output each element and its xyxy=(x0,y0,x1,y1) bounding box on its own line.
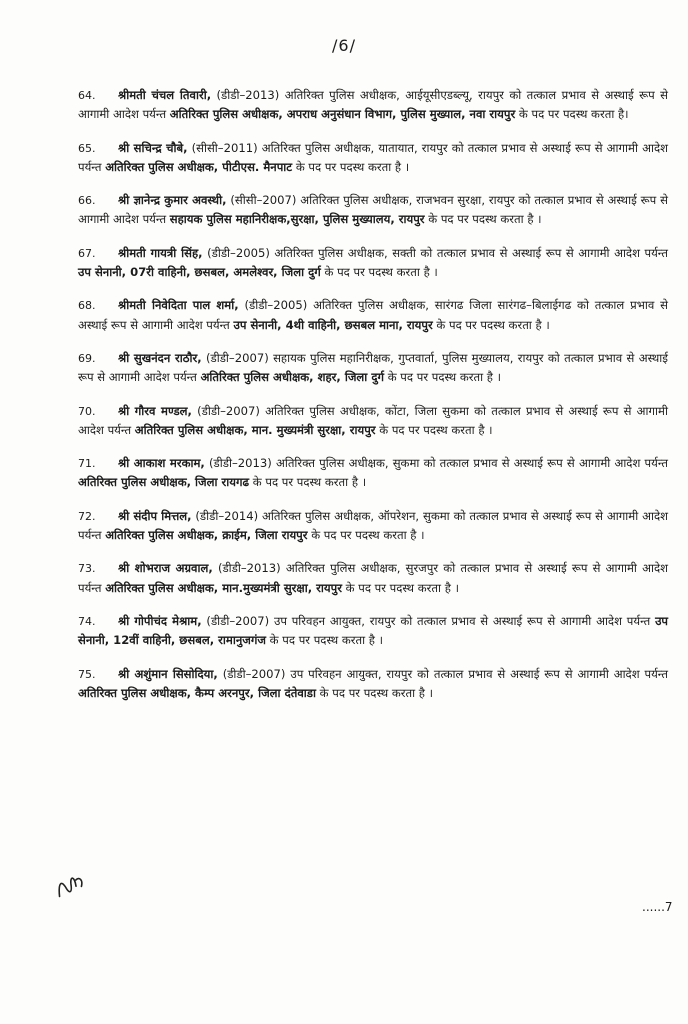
order-entry-74 xyxy=(78,612,668,651)
entry-text-end: के पद पर पदस्थ करता है । xyxy=(266,633,384,648)
new-posting: अतिरिक्त पुलिस अधीक्षक, पीटीएस. मैनपाट xyxy=(105,159,293,174)
entry-number: 71. xyxy=(78,457,96,471)
entry-text-end: के पद पर पदस्थ करता है । xyxy=(384,370,502,385)
entry-text-end: के पद पर पदस्थ करता है । xyxy=(432,317,550,332)
entry-number: 67. xyxy=(78,246,96,260)
entry-number: 66. xyxy=(78,194,96,208)
entry-text-end: के पद पर पदस्थ करता है । xyxy=(375,422,493,437)
new-posting: उप सेनानी, 07री वाहिनी, छसबल, अमलेश्वर, जिला दुर्ग xyxy=(78,265,321,280)
new-posting: अतिरिक्त पुलिस अधीक्षक, मान.मुख्यमंत्री सुरक्षा, रायपुर xyxy=(105,580,342,595)
entry-text: (डीडी–2005) अतिरिक्त पुलिस अधीक्षक, सक्ती को तत्काल प्रभाव से अस्थाई रूप से आगामी आदेश पर्यन्त xyxy=(202,245,668,260)
entry-text: (डीडी–2007) उप परिवहन आयुक्त, रायपुर को तत्काल प्रभाव से अस्थाई रूप से आगामी आदेश पर्यन्त xyxy=(201,613,656,628)
entry-text-end: के पद पर पदस्थ करता है । xyxy=(249,475,367,490)
order-entry-69 xyxy=(78,349,668,388)
initials-scribble-icon xyxy=(50,867,91,903)
order-entry-66 xyxy=(78,191,668,230)
entry-text-end: के पद पर पदस्थ करता है । xyxy=(424,212,542,227)
officer-name: श्री गौरव मण्डल, xyxy=(118,403,192,418)
entry-text-end: के पद पर पदस्थ करता है । xyxy=(320,265,438,280)
entry-text-end: के पद पर पदस्थ करता है। xyxy=(515,107,629,122)
continued-marker: ......7 xyxy=(642,900,673,914)
transfer-order-list xyxy=(78,86,668,717)
entry-number: 69. xyxy=(78,351,96,365)
entry-number: 68. xyxy=(78,299,96,313)
entry-text: (सीसी–2007) अतिरिक्त पुलिस अधीक्षक, राजभवन सुरक्षा, रायपुर को तत्काल प्रभाव से अस्थाई रूप से आगामी आदेश पर्यन्त xyxy=(78,193,668,227)
order-entry-73 xyxy=(78,559,668,598)
entry-number: 64. xyxy=(78,89,96,102)
order-entry-71 xyxy=(78,454,668,493)
entry-text: (सीसी–2011) अतिरिक्त पुलिस अधीक्षक, यातायात, रायपुर को तत्काल प्रभाव से अस्थाई रूप से आगामी आदेश पर्यन्त xyxy=(78,140,668,174)
officer-name: श्री संदीप मित्तल, xyxy=(118,508,192,523)
order-entry-64 xyxy=(78,86,668,125)
entry-text-end: के पद पर पदस्थ करता है । xyxy=(307,528,425,543)
entry-number: 72. xyxy=(78,509,96,523)
entry-text: (डीडी–2007) अतिरिक्त पुलिस अधीक्षक, कोंटा, जिला सुकमा को तत्काल प्रभाव से अस्थाई रूप से आगामी आदेश पर्यन्त xyxy=(78,403,668,437)
entry-text: (डीडी–2013) अतिरिक्त पुलिस अधीक्षक, सुरजपुर को तत्काल प्रभाव से अस्थाई रूप से आगामी आदेश पर्यन्त xyxy=(78,561,668,595)
officer-name: श्री आकाश मरकाम, xyxy=(118,456,205,471)
entry-text: (डीडी–2005) अतिरिक्त पुलिस अधीक्षक, सारंगढ जिला सारंगढ–बिलाईगढ को तत्काल प्रभाव से अस्थाई रूप से आगामी आदेश पर्यन्त xyxy=(78,298,668,332)
order-entry-65 xyxy=(78,139,668,178)
new-posting: उप सेनानी, 12वीं वाहिनी, छसबल, रामानुजगंज xyxy=(78,613,669,648)
entry-text: (डीडी–2007) उप परिवहन आयुक्त, रायपुर को तत्काल प्रभाव से अस्थाई रूप से आगामी आदेश पर्यन्त xyxy=(217,666,668,681)
entry-number: 75. xyxy=(78,667,96,681)
entry-text-end: के पद पर पदस्थ करता है । xyxy=(341,580,459,595)
entry-number: 70. xyxy=(78,404,96,418)
officer-name: श्री ज्ञानेन्द्र कुमार अवस्थी, xyxy=(118,193,227,208)
entry-number: 74. xyxy=(78,614,96,628)
officer-name: श्री अशुंमान सिसोदिया, xyxy=(118,666,218,681)
new-posting: अतिरिक्त पुलिस अधीक्षक, शहर, जिला दुर्ग xyxy=(200,370,385,385)
handwritten-initials xyxy=(50,867,92,907)
entry-number: 73. xyxy=(78,562,96,576)
new-posting: उप सेनानी, 4थी वाहिनी, छसबल माना, रायपुर xyxy=(233,317,433,332)
officer-name: श्रीमती गायत्री सिंह, xyxy=(118,245,203,260)
entry-text: (डीडी–2013) अतिरिक्त पुलिस अधीक्षक, आईयूसीएडब्ल्यू, रायपुर को तत्काल प्रभाव से अस्थाई रूप से आगामी आदेश पर्यन्त xyxy=(78,88,668,122)
entry-text: (डीडी–2007) सहायक पुलिस महानिरीक्षक, गुप्तवार्ता, पुलिस मुख्यालय, रायपुर को तत्काल प्रभाव से अस्थाई रूप से आगामी आदेश पर्यन्त xyxy=(78,350,668,385)
officer-name: श्रीमती चंचल तिवारी, xyxy=(118,88,212,102)
new-posting: अतिरिक्त पुलिस अधीक्षक, मान. मुख्यमंत्री सुरक्षा, रायपुर xyxy=(134,422,376,437)
order-entry-72 xyxy=(78,507,668,546)
order-entry-70 xyxy=(78,402,668,441)
order-entry-68 xyxy=(78,296,668,335)
new-posting: अतिरिक्त पुलिस अधीक्षक, क्राईम, जिला रायपुर xyxy=(105,528,308,543)
page-number: /6/ xyxy=(332,36,356,55)
entry-text-end: के पद पर पदस्थ करता है । xyxy=(292,159,410,174)
new-posting: अतिरिक्त पुलिस अधीक्षक, कैम्प अरनपुर, जिला दंतेवाडा xyxy=(78,685,316,700)
order-entry-75 xyxy=(78,665,668,704)
order-entry-67 xyxy=(78,244,668,283)
officer-name: श्री सुखनंदन राठौर, xyxy=(118,350,202,365)
new-posting: अतिरिक्त पुलिस अधीक्षक, अपराध अनुसंधान विभाग, पुलिस मुख्याल, नवा रायपुर xyxy=(169,107,516,122)
entry-text: (डीडी–2013) अतिरिक्त पुलिस अधीक्षक, सुकमा को तत्काल प्रभाव से अस्थाई रूप से आगामी आदेश पर्यन्त xyxy=(204,456,669,471)
officer-name: श्री शोभराज अग्रवाल, xyxy=(118,561,213,576)
entry-number: 65. xyxy=(78,141,96,155)
entry-text: (डीडी–2014) अतिरिक्त पुलिस अधीक्षक, ऑपरेशन, सुकमा को तत्काल प्रभाव से अस्थाई रूप से आगामी आदेश पर्यन्त xyxy=(78,508,669,543)
officer-name: श्रीमती निवेदिता पाल शर्मा, xyxy=(118,298,239,313)
officer-name: श्री गोपीचंद मेश्राम, xyxy=(118,613,202,628)
entry-text-end: के पद पर पदस्थ करता है । xyxy=(316,685,434,700)
new-posting: सहायक पुलिस महानिरीक्षक,सुरक्षा, पुलिस मुख्यालय, रायपुर xyxy=(169,212,425,227)
officer-name: श्री सचिन्द्र चौबे, xyxy=(118,140,188,155)
new-posting: अतिरिक्त पुलिस अधीक्षक, जिला रायगढ xyxy=(78,475,250,490)
